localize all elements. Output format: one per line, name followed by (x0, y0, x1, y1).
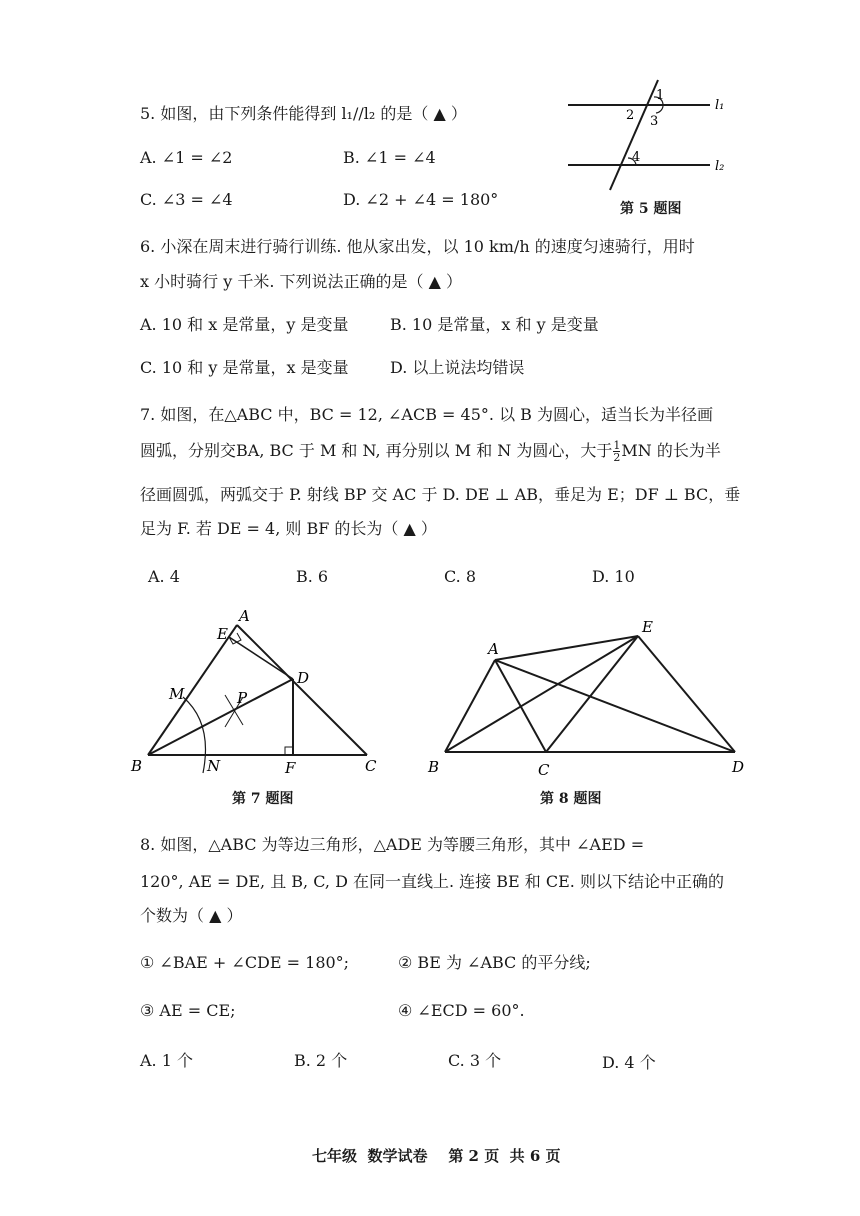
q5-figure-caption: 第 5 题图 (620, 201, 682, 217)
q5-stem: 5. 如图，由下列条件能得到 l₁//l₂ 的是（ ▲ ） (140, 104, 467, 123)
q7-line-2-b: MN 的长为半 (621, 441, 721, 460)
q7-figure-caption: 第 7 题图 (232, 791, 294, 807)
q6-option-b: B. 10 是常量，x 和 y 是变量 (390, 315, 599, 334)
q7-fraction-denominator: 2 (613, 451, 621, 464)
q5-label-2: 2 (626, 108, 635, 123)
q7-fraction-numerator: 1 (613, 439, 621, 452)
q8-line-3: 个数为（ ▲ ） (140, 906, 243, 925)
q5-option-d: D. ∠2 + ∠4 = 180° (343, 190, 499, 209)
q8-statement-3: ③ AE = CE; (140, 1001, 236, 1020)
q5-label-3: 3 (650, 114, 659, 129)
q8-line-1: 8. 如图，△ABC 为等边三角形，△ADE 为等腰三角形，其中 ∠AED = (140, 835, 645, 854)
q5-label-4: 4 (632, 150, 641, 165)
q7-label-b: B (131, 757, 143, 775)
q8-label-c: C (538, 761, 550, 779)
q7-line-3: 径画圆弧，两弧交于 P. 射线 BP 交 AC 于 D. DE ⊥ AB，垂足为 E；DF ⊥ BC，垂 (140, 485, 741, 504)
q8-statement-4: ④ ∠ECD = 60°. (398, 1001, 525, 1020)
q7-fraction (613, 440, 620, 463)
q5-option-a: A. ∠1 = ∠2 (140, 148, 233, 167)
q7-label-f: F (285, 759, 296, 777)
q8-option-a: A. 1 个 (140, 1051, 193, 1070)
q8-figure-caption: 第 8 题图 (540, 791, 602, 807)
q8-statement-1: ① ∠BAE + ∠CDE = 180°; (140, 953, 350, 972)
q7-line-2 (140, 440, 721, 463)
q8-option-b: B. 2 个 (294, 1051, 348, 1070)
q5-option-c: C. ∠3 = ∠4 (140, 190, 233, 209)
q6-line-1: 6. 小深在周末进行骑行训练. 他从家出发，以 10 km/h 的速度匀速骑行，用时 (140, 237, 695, 256)
q7-line-1: 7. 如图，在△ABC 中，BC = 12, ∠ACB = 45°. 以 B 为圆心，适当长为半径画 (140, 405, 714, 424)
q8-option-c: C. 3 个 (448, 1051, 502, 1070)
q7-label-a: A (239, 607, 250, 625)
q8-label-b: B (428, 758, 440, 776)
q6-option-d: D. 以上说法均错误 (390, 358, 525, 377)
q6-option-c: C. 10 和 y 是常量，x 是变量 (140, 358, 349, 377)
q8-line-2: 120°, AE = DE, 且 B, C, D 在同一直线上. 连接 BE 和 CE. 则以下结论中正确的 (140, 872, 724, 891)
q8-statement-2: ② BE 为 ∠ABC 的平分线; (398, 953, 591, 972)
q7-label-n: N (207, 757, 221, 775)
q5-label-l1: l₁ (715, 98, 725, 113)
q6-option-a: A. 10 和 x 是常量，y 是变量 (140, 315, 349, 334)
q8-label-a: A (488, 640, 499, 658)
q7-option-b: B. 6 (296, 567, 329, 586)
q5-figure (560, 75, 740, 195)
q7-option-d: D. 10 (592, 567, 635, 586)
q8-option-d: D. 4 个 (602, 1053, 656, 1072)
q7-label-m: M (169, 685, 185, 703)
q7-figure (125, 605, 395, 780)
page-footer: 七年级 数学试卷 第 2 页 共 6 页 (312, 1147, 561, 1165)
q7-label-d: D (297, 669, 310, 687)
q8-label-d: D (732, 758, 745, 776)
q8-label-e: E (642, 618, 653, 636)
q7-label-e: E (217, 625, 228, 643)
q7-option-a: A. 4 (148, 567, 180, 586)
q7-option-c: C. 8 (444, 567, 477, 586)
q7-label-c: C (365, 757, 377, 775)
q6-line-2: x 小时骑行 y 千米. 下列说法正确的是（ ▲ ） (140, 272, 462, 291)
q5-label-l2: l₂ (715, 159, 725, 174)
q7-label-p: P (237, 689, 248, 707)
q7-line-2-a: 圆弧，分别交BA, BC 于 M 和 N, 再分别以 M 和 N 为圆心，大于 (140, 441, 613, 460)
q5-label-1: 1 (656, 88, 665, 103)
q5-option-b: B. ∠1 = ∠4 (343, 148, 436, 167)
q8-figure (420, 612, 760, 782)
q7-line-4: 足为 F. 若 DE = 4, 则 BF 的长为（ ▲ ） (140, 519, 437, 538)
